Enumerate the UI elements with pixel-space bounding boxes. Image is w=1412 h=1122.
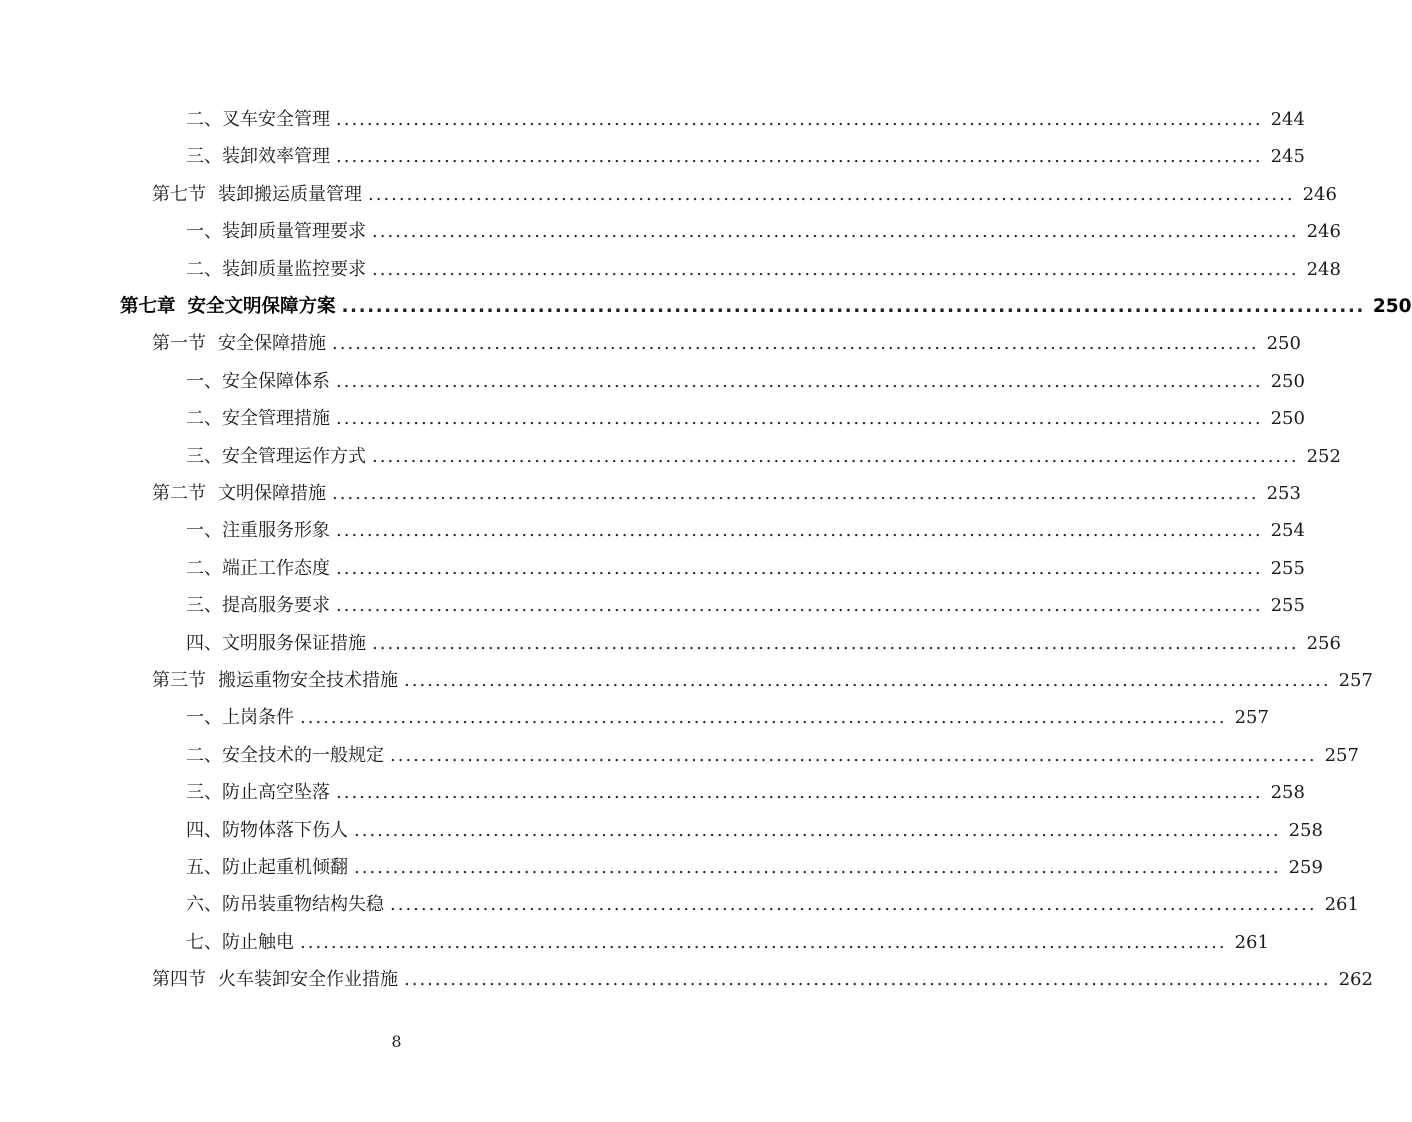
toc-entry-number: 四、 — [186, 819, 222, 841]
toc-leader-dots: ........................................................................................................................ — [336, 109, 1263, 130]
toc-entry[interactable] — [186, 699, 1269, 736]
toc-entry[interactable] — [186, 512, 1305, 549]
toc-entry-number: 七、 — [186, 931, 222, 953]
toc-entry-title: 安全保障措施 — [218, 333, 326, 355]
toc-entry-title: 文明服务保证措施 — [222, 632, 366, 654]
toc-entry[interactable] — [186, 251, 1341, 288]
toc-leader-dots: ........................................................................................................................ — [336, 782, 1263, 804]
toc-leader-dots: ........................................................................................................................ — [372, 258, 1299, 280]
toc-entry[interactable] — [186, 737, 1359, 774]
toc-entry-page: 255 — [1270, 557, 1305, 579]
toc-entry-page: 254 — [1270, 520, 1305, 542]
toc-entry-number: 第一节 — [152, 333, 206, 355]
toc-entry-page: 257 — [1338, 670, 1373, 691]
toc-entry-page: 258 — [1288, 819, 1323, 841]
toc-entry-number: 一、 — [186, 520, 222, 542]
toc-entry-page: 248 — [1306, 258, 1341, 280]
toc-entry-title: 端正工作态度 — [222, 557, 330, 579]
toc-entry-number: 第四节 — [152, 969, 206, 991]
toc-entry[interactable] — [152, 662, 1373, 699]
toc-entry-number: 二、 — [186, 258, 222, 280]
toc-leader-dots: ........................................................................................................................ — [336, 370, 1263, 392]
toc-entry-number: 一、 — [186, 221, 222, 243]
toc-entry-page: 257 — [1324, 744, 1359, 766]
toc-entry-number: 三、 — [186, 595, 222, 617]
toc-entry-number: 二、 — [186, 557, 222, 579]
toc-leader-dots: ........................................................................................................................ — [390, 744, 1317, 766]
toc-entry[interactable] — [186, 774, 1305, 811]
toc-entry-number: 二、 — [186, 109, 222, 130]
toc-entry[interactable] — [186, 812, 1323, 849]
toc-entry-number: 一、 — [186, 370, 222, 392]
toc-entry-number: 第三节 — [152, 670, 206, 691]
page-number: 8 — [391, 1032, 402, 1051]
toc-entry-page: 252 — [1306, 445, 1341, 467]
toc-entry-page: 246 — [1302, 183, 1337, 205]
toc-entry-title: 注重服务形象 — [222, 520, 330, 542]
toc-entry-title: 提高服务要求 — [222, 595, 330, 617]
toc-entry-page: 255 — [1270, 595, 1305, 617]
toc-entry[interactable] — [186, 213, 1341, 250]
toc-leader-dots: ........................................................................................................................ — [336, 520, 1263, 542]
toc-entry-title: 防物体落下伤人 — [222, 819, 348, 841]
toc-entry[interactable] — [186, 550, 1305, 587]
toc-entry-page: 253 — [1266, 483, 1301, 504]
toc-entry-page: 262 — [1338, 969, 1373, 991]
toc-entry-number: 四、 — [186, 632, 222, 654]
toc-entry-page: 244 — [1270, 109, 1305, 130]
toc-leader-dots: ........................................................................................................................ — [372, 632, 1299, 654]
toc-entry-title: 上岗条件 — [222, 707, 294, 729]
toc-entry-page: 259 — [1288, 857, 1323, 878]
toc-leader-dots: ........................................................................................................................ — [354, 857, 1281, 878]
toc-entry-number: 第七节 — [152, 183, 206, 205]
toc-entry-number: 三、 — [186, 782, 222, 804]
toc-entry-page: 250 — [1372, 296, 1412, 317]
toc-entry[interactable] — [186, 924, 1269, 961]
toc-entry-title: 装卸质量管理要求 — [222, 221, 366, 243]
toc-entry-number: 第七章 — [120, 296, 176, 317]
toc-entry-page: 250 — [1270, 408, 1305, 430]
toc-entry[interactable] — [152, 176, 1337, 213]
toc-leader-dots: ........................................................................................................................ — [341, 296, 1365, 317]
toc-entry-title: 防止高空坠落 — [222, 782, 330, 804]
toc-entry-number: 一、 — [186, 707, 222, 729]
toc-entry-page: 245 — [1270, 146, 1305, 168]
toc-entry[interactable] — [186, 400, 1305, 437]
toc-entry-number: 二、 — [186, 744, 222, 766]
toc-entry-title: 火车装卸安全作业措施 — [218, 969, 398, 991]
toc-leader-dots: ........................................................................................................................ — [404, 969, 1331, 991]
toc-entry-title: 防止触电 — [222, 931, 294, 953]
toc-entry-page: 261 — [1234, 931, 1269, 953]
toc-entry-title: 叉车安全管理 — [222, 109, 330, 130]
toc-entry[interactable] — [186, 363, 1305, 400]
toc-entry-number: 五、 — [186, 857, 222, 878]
toc-entry[interactable] — [120, 288, 1412, 325]
toc-entry-page: 246 — [1306, 221, 1341, 243]
toc-entry-title: 防止起重机倾翻 — [222, 857, 348, 878]
toc-entry-title: 装卸搬运质量管理 — [218, 183, 362, 205]
toc-entry[interactable] — [186, 587, 1305, 624]
toc-leader-dots: ........................................................................................................................ — [332, 333, 1259, 355]
toc-entry-title: 安全文明保障方案 — [187, 296, 336, 317]
toc-entry[interactable] — [186, 886, 1359, 923]
toc-entry-title: 装卸质量监控要求 — [222, 258, 366, 280]
toc-leader-dots: ........................................................................................................................ — [354, 819, 1281, 841]
toc-entry[interactable] — [186, 138, 1305, 175]
toc-entry[interactable] — [186, 438, 1341, 475]
toc-entry-number: 三、 — [186, 146, 222, 168]
toc-entry[interactable] — [186, 849, 1323, 886]
toc-leader-dots: ........................................................................................................................ — [300, 931, 1227, 953]
toc-leader-dots: ........................................................................................................................ — [332, 483, 1259, 504]
toc-entry[interactable] — [152, 325, 1301, 362]
toc-leader-dots: ........................................................................................................................ — [390, 894, 1317, 916]
toc-entry[interactable] — [152, 961, 1373, 998]
toc-entry-page: 258 — [1270, 782, 1305, 804]
toc-entry-title: 搬运重物安全技术措施 — [218, 670, 398, 691]
toc-entry-page: 261 — [1324, 894, 1359, 916]
toc-entry-number: 六、 — [186, 894, 222, 916]
toc-leader-dots: ........................................................................................................................ — [404, 670, 1331, 691]
toc-leader-dots: ........................................................................................................................ — [336, 146, 1263, 168]
toc-leader-dots: ........................................................................................................................ — [372, 221, 1299, 243]
toc-entry[interactable] — [152, 475, 1301, 512]
toc-entry-page: 257 — [1234, 707, 1269, 729]
toc-leader-dots: ........................................................................................................................ — [368, 183, 1295, 205]
toc-entry-title: 安全管理运作方式 — [222, 445, 366, 467]
toc-entry-number: 第二节 — [152, 483, 206, 504]
toc-leader-dots: ........................................................................................................................ — [336, 557, 1263, 579]
toc-leader-dots: ........................................................................................................................ — [336, 408, 1263, 430]
toc-entry-page: 256 — [1306, 632, 1341, 654]
toc-entry-title: 装卸效率管理 — [222, 146, 330, 168]
toc-leader-dots: ........................................................................................................................ — [300, 707, 1227, 729]
toc-leader-dots: ........................................................................................................................ — [372, 445, 1299, 467]
toc-entry-page: 250 — [1266, 333, 1301, 355]
toc-leader-dots: ........................................................................................................................ — [336, 595, 1263, 617]
toc-entry[interactable] — [186, 625, 1341, 662]
toc-entry-title: 安全管理措施 — [222, 408, 330, 430]
toc-entry-number: 三、 — [186, 445, 222, 467]
toc-entry-title: 防吊装重物结构失稳 — [222, 894, 384, 916]
toc-entry-title: 安全保障体系 — [222, 370, 330, 392]
toc-entry-title: 文明保障措施 — [218, 483, 326, 504]
toc-entry-number: 二、 — [186, 408, 222, 430]
toc-entry-page: 250 — [1270, 370, 1305, 392]
toc-entry[interactable] — [186, 101, 1305, 138]
toc-entry-title: 安全技术的一般规定 — [222, 744, 384, 766]
